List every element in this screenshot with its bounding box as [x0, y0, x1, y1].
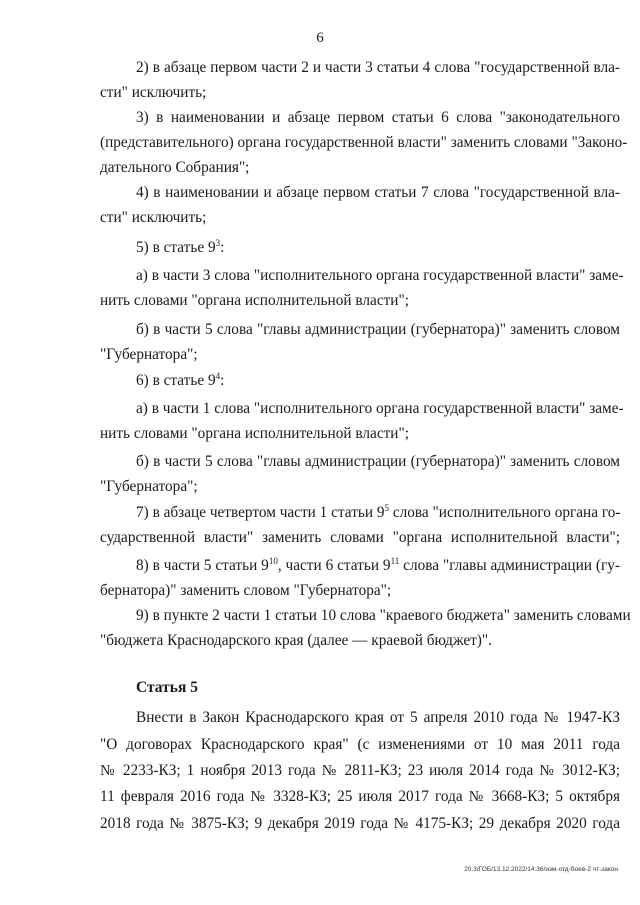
item-8-line-1: 8) в части 5 статьи $9^{10}$, части 6 статьи $9^{11}$ слова "главы администрации (гу- — [136, 556, 620, 574]
article-line-2: "О договорах Краснодарского края" (с изменениями от 10 мая 2011 года — [100, 736, 620, 753]
item-3-line-2: (представительного) органа государственной власти" заменить словами "Законо- — [100, 134, 628, 151]
article-line-3: № 2233-КЗ; 1 ноября 2013 года № 2811-КЗ; 23 июля 2014 года № 3012-КЗ; — [100, 762, 620, 779]
item-6b-line-2: "Губернатора"; — [100, 478, 198, 495]
article-line-5: 2018 года № 3875-КЗ; 9 декабря 2019 года № 4175-КЗ; 29 декабря 2020 года — [100, 815, 620, 832]
item-2-line-1: 2) в абзаце первом части 2 и части 3 статьи 4 слова "государственной вла- — [136, 59, 620, 76]
item-4-line-1: 4) в наименовании и абзаце первом статьи 7 слова "государственной вла- — [136, 184, 620, 201]
article-heading: Статья 5 — [136, 679, 198, 696]
item-3-line-1: 3) в наименовании и абзаце первом статьи 6 слова "законодательного — [136, 109, 620, 126]
item-6b-line-1: б) в части 5 слова "главы администрации (губернатора)" заменить словом — [136, 453, 620, 470]
footer-document-code: 20.3/ГОБ/13.12.2022/14:36/изм-отд-боев-2 чт-закон — [464, 866, 618, 873]
item-8-line-2: бернатора)" заменить словом "Губернатора"; — [100, 582, 392, 599]
item-7-line-2: сударственной власти" заменить словами "органа исполнительной власти"; — [100, 529, 620, 546]
page-number: 6 — [316, 30, 324, 46]
item-9-line-1: 9) в пункте 2 части 1 статьи 10 слова "краевого бюджета" заменить словами — [136, 607, 631, 624]
article-line-1: Внести в Закон Краснодарского края от 5 апреля 2010 года № 1947-КЗ — [136, 709, 620, 726]
item-6-heading: 6) в статье $9^4$: — [136, 371, 225, 389]
item-5a-line-2: нить словами "органа исполнительной власти"; — [100, 292, 409, 309]
item-6a-line-2: нить словами "органа исполнительной власти"; — [100, 425, 409, 442]
item-4-line-2: сти" исключить; — [100, 209, 207, 226]
article-line-4: 11 февраля 2016 года № 3328-КЗ; 25 июля 2017 года № 3668-КЗ; 5 октября — [100, 788, 620, 805]
item-9-line-2: "бюджета Краснодарского края (далее — краевой бюджет)". — [100, 632, 492, 649]
item-5b-line-1: б) в части 5 слова "главы администрации (губернатора)" заменить словом — [136, 321, 620, 338]
item-7-line-1: 7) в абзаце четвертом части 1 статьи $9^5$ слова "исполнительного органа го- — [136, 503, 621, 521]
item-2-line-2: сти" исключить; — [100, 84, 207, 101]
item-3-line-3: дательного Собрания"; — [100, 159, 250, 176]
item-5-heading: 5) в статье $9^3$: — [136, 238, 225, 256]
item-5b-line-2: "Губернатора"; — [100, 346, 198, 363]
item-6a-line-1: а) в части 1 слова "исполнительного органа государственной власти" заме- — [136, 400, 624, 417]
item-5a-line-1: а) в части 3 слова "исполнительного органа государственной власти" заме- — [136, 267, 624, 284]
